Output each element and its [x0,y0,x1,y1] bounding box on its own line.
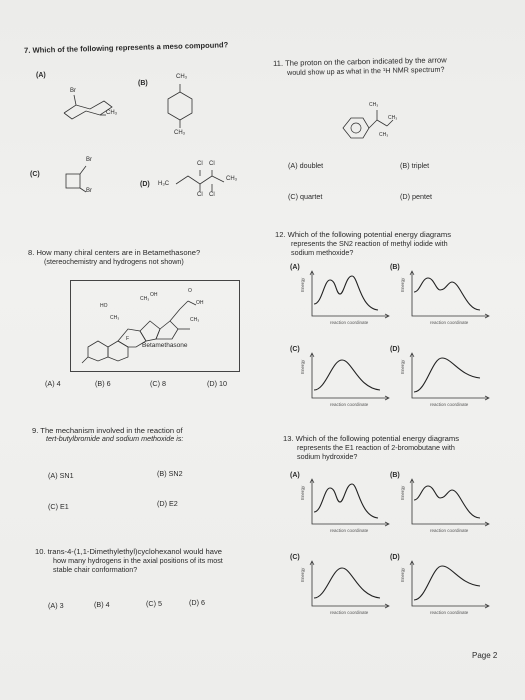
q13-diagram-plot-a [308,478,398,534]
q8-choice-b: (B) 6 [95,379,111,388]
q7-c-br-bottom: Br [86,188,92,194]
q12-diagram-label-d: (D) [390,346,400,353]
q7-title: 7. Which of the following represents a meso compound? [23,40,229,55]
q7-option-b-label: (B) [138,80,148,87]
energy-curve [414,566,480,600]
y-axis-label: Energy [400,277,405,292]
q7-a-structure [60,85,120,125]
q13-diagram-label-d: (D) [390,554,400,561]
q13-line3: sodium hydroxide? [297,452,358,461]
q8-ho: HO [100,303,108,309]
q13-line2: represents the E1 reaction of 2-bromobutane with [297,443,455,452]
q8-line1: 8. How many chiral centers are in Betamethasone? [28,248,201,257]
q11-choice-a: (A) doublet [288,161,324,170]
axes [412,354,488,398]
q12-diagram-plot-c [308,352,398,408]
q8-ch3-left: CH₃ [110,315,120,321]
y-axis-label: Energy [300,359,305,374]
q7-b-ch3-bottom: CH₃ [174,130,186,136]
axes [312,562,388,606]
q11-choice-d: (D) pentet [400,192,432,201]
energy-curve [314,276,378,310]
x-axis-label: reaction coordinate [430,402,469,407]
q7-d-h3c: H₃C [158,181,170,187]
y-axis-label: Energy [400,567,405,582]
energy-curve [414,358,480,392]
q12-diagram-d [390,346,490,418]
q7-option-a-label: (A) [36,72,46,79]
q7-d-cl-1: Cl [197,161,203,167]
q7-a-ch3: CH₃ [106,110,118,116]
q12-diagram-label-c: (C) [290,346,300,353]
q11-choice-b: (B) triplet [400,161,430,170]
x-axis-label: reaction coordinate [330,320,369,325]
q12-line3: sodium methoxide? [291,248,354,257]
y-axis-label: Energy [300,567,305,582]
x-axis-label: reaction coordinate [430,320,469,325]
q11-ch3-right: CH₃ [388,115,398,121]
q11-choice-c: (C) quartet [288,192,323,201]
energy-curve [414,486,480,518]
q12-diagram-label-b: (B) [390,264,400,271]
q13-diagram-plot-c [308,560,398,616]
q8-oh-right: OH [196,300,204,306]
q12-diagram-c [290,346,390,418]
q10-line3: stable chair conformation? [53,565,138,574]
q13-line1: 13. Which of the following potential energy diagrams [283,434,460,443]
q12-diagram-b [390,264,490,336]
x-axis-label: reaction coordinate [330,528,369,533]
q7-d-ch3: CH₃ [226,176,238,182]
q13-diagram-label-a: (A) [290,472,300,479]
q9-choice-c: (C) E1 [48,502,69,511]
q12-diagram-a [290,264,390,336]
q13-diagram-label-c: (C) [290,554,300,561]
q7-option-d-label: (D) [140,181,150,188]
q9-line2: tert-butylbromide and sodium methoxide is: [46,434,184,443]
q13-diagram-b [390,472,490,544]
energy-curve [314,360,380,390]
axes [312,354,388,398]
energy-curve [314,568,380,598]
q13-diagram-d [390,554,490,626]
q11-line1: 11. The proton on the carbon indicated by the arrow [272,55,447,68]
q9-choice-d: (D) E2 [157,499,178,508]
x-axis-label: reaction coordinate [330,610,369,615]
q11-ch3-bottom: CH₃ [379,132,389,138]
q8-choice-c: (C) 8 [150,379,166,388]
q12-diagram-plot-d [408,352,498,408]
q10-choice-d: (D) 6 [189,598,205,607]
q8-line2: (stereochemistry and hydrogens not shown) [44,257,184,266]
q12-line2: represents the SN2 reaction of methyl iodide with [291,239,448,248]
q13-diagram-label-b: (B) [390,472,400,479]
y-axis-label: Energy [300,277,305,292]
q7-d-cl-2: Cl [209,161,215,167]
q8-oh-top: OH [150,292,158,298]
q7-c-structure [60,158,100,198]
x-axis-label: reaction coordinate [430,610,469,615]
q8-caption: Betamethasone [142,342,188,349]
q10-choice-b: (B) 4 [94,600,110,609]
q13-diagram-plot-d [408,560,498,616]
q10-line2: how many hydrogens in the axial positions of its most [53,556,223,565]
y-axis-label: Energy [400,359,405,374]
page-number: Page 2 [472,651,498,660]
y-axis-label: Energy [300,485,305,500]
q8-ch3-right: CH₃ [190,317,200,323]
y-axis-label: Energy [400,485,405,500]
q11-ch3-top: CH₃ [369,102,379,108]
q8-o: O [188,288,192,294]
q12-diagram-plot-b [408,270,498,326]
q7-b-ch3-top: CH₃ [176,74,188,80]
q8-ch3-top: CH₃ [140,296,150,302]
q7-d-cl-3: Cl [197,192,203,198]
q7-option-c-label: (C) [30,171,40,178]
q13-diagram-a [290,472,390,544]
q12-diagram-label-a: (A) [290,264,300,271]
q7-d-cl-4: Cl [209,192,215,198]
q11-line2: would show up as what in the ¹H NMR spectrum? [286,64,445,77]
q12-diagram-plot-a [308,270,398,326]
q9-choice-b: (B) SN2 [157,469,183,478]
q8-choice-a: (A) 4 [45,379,61,388]
q9-line1: 9. The mechanism involved in the reaction of [32,426,183,435]
q13-diagram-plot-b [408,478,498,534]
energy-curve [414,278,480,310]
axes [412,562,488,606]
x-axis-label: reaction coordinate [430,528,469,533]
energy-curve [314,484,378,518]
q8-choice-d: (D) 10 [207,379,227,388]
q7-a-br: Br [70,88,76,94]
x-axis-label: reaction coordinate [330,402,369,407]
q7-c-br-top: Br [86,157,92,163]
q9-choice-a: (A) SN1 [48,471,74,480]
q10-choice-c: (C) 5 [146,599,162,608]
q10-choice-a: (A) 3 [48,601,64,610]
q8-f: F [126,336,130,342]
q13-diagram-c [290,554,390,626]
q10-line1: 10. trans-4-(1,1-Dimethylethyl)cyclohexanol would have [35,547,222,556]
q12-line1: 12. Which of the following potential energy diagrams [275,230,452,239]
